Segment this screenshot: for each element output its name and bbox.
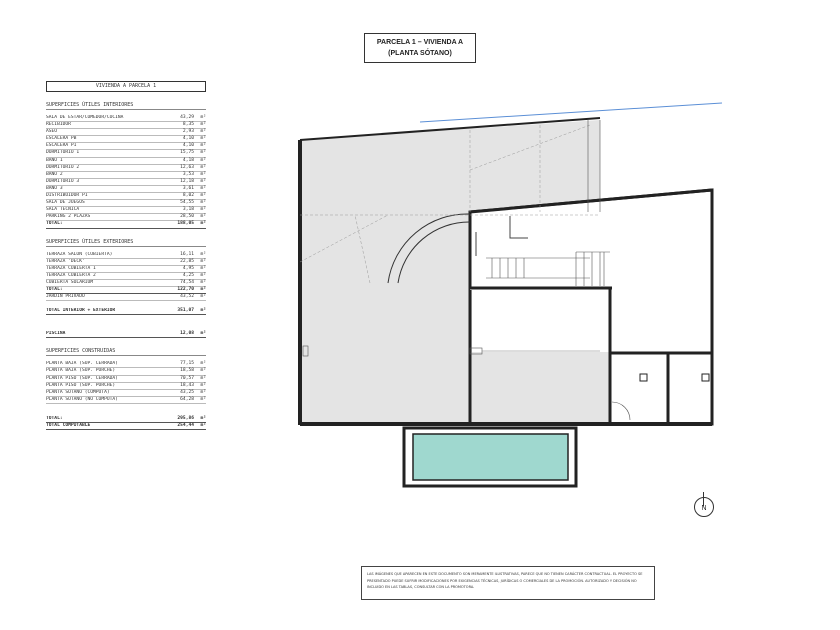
row-unit: m² (200, 382, 206, 388)
row-label: SALA DE JUEGOS (46, 200, 85, 206)
row-value: 12,18 (180, 178, 194, 184)
row-label: ESCALERA PB (46, 136, 77, 142)
row-value: 43,52 (180, 294, 194, 300)
row-value: 8,35 (182, 122, 194, 128)
row-label: ESCALERA P1 (46, 143, 77, 149)
row-value: 254,44 (177, 423, 194, 428)
row-value: 18,58 (180, 368, 194, 374)
row-value: 188,05 (177, 221, 194, 227)
row-label: TERRAZA CUBIERTA 2 (46, 272, 96, 278)
row-value: 3,53 (182, 171, 194, 177)
row-value: 54,55 (180, 200, 194, 206)
row-label: TOTAL COMPUTABLE (46, 423, 91, 428)
row-value: 4,10 (182, 143, 194, 149)
row-unit: m² (200, 143, 206, 149)
row-unit: m² (200, 279, 206, 285)
table-header: VIVIENDA A PARCELA 1 (46, 81, 206, 92)
row-label: PLANTA BAJA (SUP. CERRADA) (46, 361, 118, 367)
row-unit: m² (200, 207, 206, 213)
row-label: PLANTA PISO (SUP. CERRADA) (46, 375, 118, 381)
section-title-built: SUPERFICIES CONSTRUIDAS (46, 348, 206, 356)
row-value: 12,63 (180, 164, 194, 170)
row-unit: m² (200, 251, 206, 257)
row-unit: m² (200, 368, 206, 374)
row-unit: m² (200, 308, 206, 314)
row-value: 43,25 (180, 389, 194, 395)
row-unit: m² (200, 171, 206, 177)
section-title-exterior: SUPERFICIES ÚTILES EXTERIORES (46, 239, 206, 247)
row-label: CUBIERTA SOLARIUM (46, 279, 94, 285)
row-value: 122,70 (177, 286, 194, 292)
row-unit: m² (200, 115, 206, 120)
section-title-interior: SUPERFICIES ÚTILES INTERIORES (46, 102, 206, 110)
row-value: 4,10 (182, 136, 194, 142)
row-label: PARKING 2 PLAZAS (46, 214, 91, 220)
row-value: 3,18 (182, 207, 194, 213)
row-label: TERRAZA SALÓN (CUBIERTA) (46, 251, 113, 257)
row-label: RECIBIDOR (46, 122, 71, 128)
row-unit: m² (200, 258, 206, 264)
row-value: 22,85 (180, 258, 194, 264)
row-value: 4,18 (182, 157, 194, 163)
row-value: 16,11 (180, 251, 194, 257)
row-unit: m² (200, 221, 206, 227)
row-label: PLANTA SÓTANO (COMPUTA) (46, 389, 110, 395)
row-label: TOTAL: (46, 415, 63, 421)
row-unit: m² (200, 396, 206, 402)
row-unit: m² (200, 286, 206, 292)
row-value: 15,75 (180, 150, 194, 156)
north-arrow-icon: N (694, 497, 714, 517)
row-label: TERRAZA 'DECK' (46, 258, 85, 264)
row-unit: m² (200, 272, 206, 278)
disclaimer-note: LAS IMÁGENES QUE APARECEN EN ESTE DOCUMENTO SON MERAMENTE ILUSTRATIVAS, PARECE QUE NO TIENEN CARÁCTER CONTRACTUAL. EL PROYECTO SE PRESENTADO PUEDE SUFRIR MODIFICACIONES POR EXIGENCIAS TÉCNICAS, JURÍDICAS O COMERCIALES DE LA PROMOCIÓN. AUTORIZADO Y DECISIÓN NO INCLUIDO EN LAS TABLAS, CONSULTAR CON LA PROMOTORA. (361, 566, 655, 600)
row-unit: m² (200, 415, 206, 421)
row-unit: m² (200, 389, 206, 395)
row-value: 74,54 (180, 279, 194, 285)
row-unit: m² (200, 178, 206, 184)
row-value: 4,25 (182, 272, 194, 278)
row-value: 12,08 (180, 331, 194, 337)
row-unit: m² (200, 150, 206, 156)
door-swing (612, 402, 630, 420)
row-label: DORMITORIO 2 (46, 164, 80, 170)
row-label: PLANTA PISO (SUP. PORCHE) (46, 382, 116, 388)
row-unit: m² (200, 265, 206, 271)
row-unit: m² (200, 423, 206, 428)
row-unit: m² (200, 129, 206, 135)
row-label: SALA DE ESTAR/COMEDOR/COCINA (46, 115, 124, 120)
row-value: 28,50 (180, 214, 194, 220)
plan-title-line2: (PLANTA SÓTANO) (388, 50, 452, 57)
row-value: 77,15 (180, 361, 194, 367)
plan-title-line1: PARCELA 1 – VIVIENDA A (376, 39, 464, 46)
row-unit: m² (200, 214, 206, 220)
row-value: 3,61 (182, 185, 194, 191)
row-unit: m² (200, 200, 206, 206)
pool-water (413, 434, 568, 480)
row-label: BAÑO 3 (46, 185, 63, 191)
row-unit: m² (200, 294, 206, 300)
row-label: ASEO (46, 129, 58, 135)
row-label: DORMITORIO 3 (46, 178, 80, 184)
row-label: PLANTA SÓTANO (NO COMPUTA) (46, 396, 118, 402)
row-unit: m² (200, 164, 206, 170)
row-unit: m² (200, 185, 206, 191)
row-label: JARDÍN PRIVADO (46, 294, 85, 300)
row-value: 295,86 (177, 415, 194, 421)
row-unit: m² (200, 361, 206, 367)
row-label: PISCINA (46, 331, 66, 337)
row-value: 70,57 (180, 375, 194, 381)
row-label: TOTAL: (46, 221, 63, 227)
row-label: BAÑO 2 (46, 171, 63, 177)
row-unit: m² (200, 331, 206, 337)
row-unit: m² (200, 122, 206, 128)
row-label: PLANTA BAJA (SUP. PORCHE) (46, 368, 116, 374)
row-value: 64,28 (180, 396, 194, 402)
row-value: 18,43 (180, 382, 194, 388)
row-unit: m² (200, 157, 206, 163)
row-unit: m² (200, 136, 206, 142)
row-label: DORMITORIO 1 (46, 150, 80, 156)
row-label: SALA TÉCNICA (46, 207, 80, 213)
row-value: 8,02 (182, 193, 194, 199)
row-label: TERRAZA CUBIERTA 1 (46, 265, 96, 271)
row-label: BAÑO 1 (46, 157, 63, 163)
row-value: 2,93 (182, 129, 194, 135)
column-square (702, 374, 709, 381)
row-value: 351,07 (177, 308, 194, 314)
row-value: 4,95 (182, 265, 194, 271)
row-label: TOTAL: (46, 286, 63, 292)
row-unit: m² (200, 375, 206, 381)
column-square (640, 374, 647, 381)
row-value: 43,29 (180, 115, 194, 120)
row-unit: m² (200, 193, 206, 199)
row-label: DISTRIBUIDOR P1 (46, 193, 88, 199)
row-label: TOTAL INTERIOR + EXTERIOR (46, 308, 116, 314)
